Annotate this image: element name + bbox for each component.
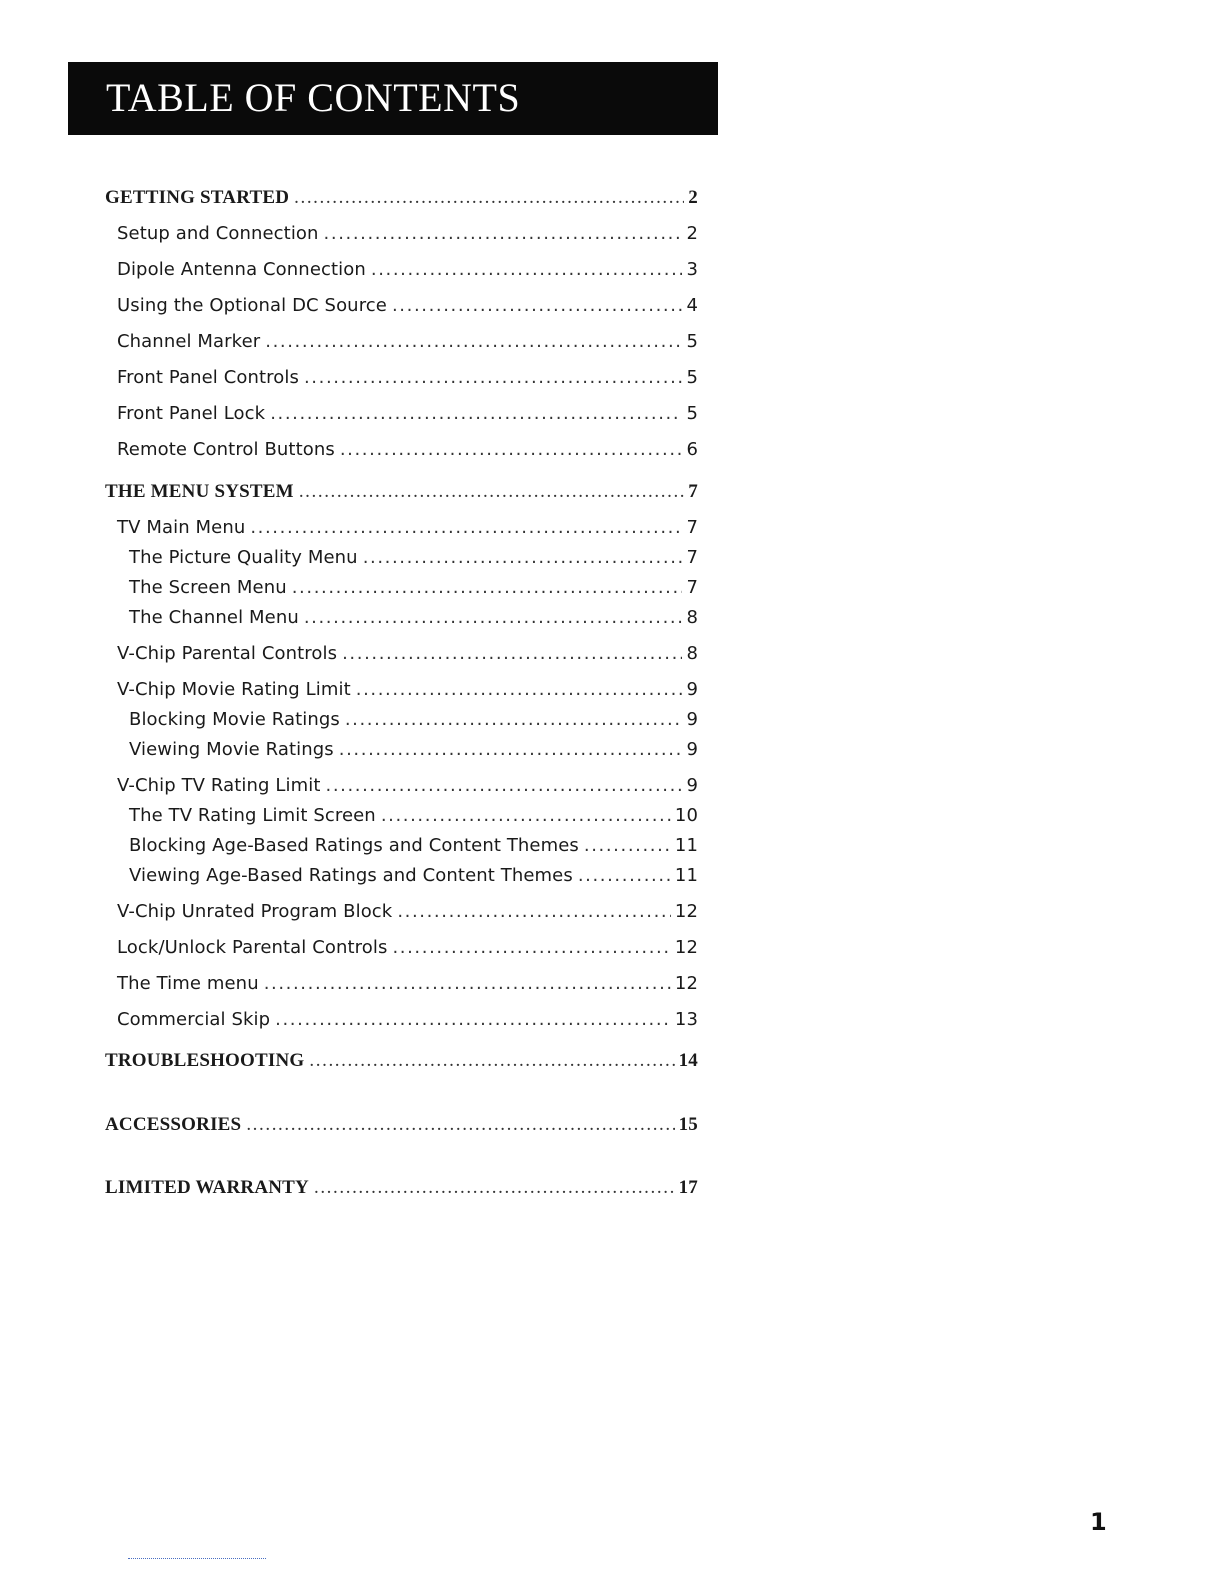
toc-entry-using-optional-dc-source[interactable] [117,295,698,321]
dot-leader [339,739,683,760]
toc-entry-label: The Channel Menu [129,607,299,628]
footer-rule [128,1558,266,1559]
toc-entry-label: Channel Marker [117,331,261,352]
dot-leader [309,1050,674,1072]
toc-entry-page: 2 [688,187,698,208]
toc-entry-label: V-Chip Movie Rating Limit [117,679,351,700]
dot-leader [264,973,671,994]
toc-entry-page: 3 [686,259,698,280]
toc-entry-page: 9 [686,709,698,730]
dot-leader [397,901,671,922]
toc-entry-page: 8 [686,643,698,664]
toc-entry-label: Dipole Antenna Connection [117,259,366,280]
dot-leader [265,331,682,352]
dot-leader [326,775,683,796]
toc-entry-label: LIMITED WARRANTY [105,1177,309,1198]
toc-entry-page: 5 [686,367,698,388]
dot-leader [324,223,683,244]
toc-entry-page: 9 [686,679,698,700]
toc-entry-the-menu-system[interactable] [105,481,698,507]
toc-entry-accessories[interactable] [105,1114,698,1140]
toc-entry-picture-quality-menu[interactable] [129,547,698,573]
toc-entry-limited-warranty[interactable] [105,1177,698,1203]
toc-entry-page: 8 [686,607,698,628]
toc-entry-page: 11 [674,835,698,856]
dot-leader [371,259,683,280]
toc-entry-page: 7 [686,517,698,538]
toc-entry-page: 4 [686,295,698,316]
toc-entry-label: Front Panel Controls [117,367,299,388]
toc-entry-lock-unlock-parental-controls[interactable] [117,937,698,963]
toc-entry-label: Front Panel Lock [117,403,266,424]
toc-entry-label: Commercial Skip [117,1009,271,1030]
dot-leader [381,805,671,826]
toc-entry-label: Viewing Age-Based Ratings and Content Themes [129,865,573,886]
toc-entry-vchip-unrated-program-block[interactable] [117,901,698,927]
toc-entry-vchip-parental-controls[interactable] [117,643,698,669]
toc-entry-label: Blocking Age-Based Ratings and Content Themes [129,835,579,856]
dot-leader [345,709,683,730]
dot-leader [340,439,683,460]
dot-leader [250,517,682,538]
toc-entry-blocking-age-based-ratings[interactable] [129,835,698,861]
dot-leader [578,865,671,886]
toc-entry-label: ACCESSORIES [105,1114,242,1135]
toc-entry-label: Viewing Movie Ratings [129,739,334,760]
toc-entry-page: 7 [686,577,698,598]
toc-entry-tv-main-menu[interactable] [117,517,698,543]
toc-entry-label: The Screen Menu [129,577,287,598]
dot-leader [299,481,684,503]
dot-leader [304,367,682,388]
toc-entry-vchip-movie-rating-limit[interactable] [117,679,698,705]
toc-entry-page: 9 [686,739,698,760]
toc-entry-page: 11 [674,865,698,886]
toc-entry-time-menu[interactable] [117,973,698,999]
toc-entry-label: The Time menu [117,973,259,994]
dot-leader [314,1177,675,1199]
toc-entry-label: V-Chip Unrated Program Block [117,901,393,922]
dot-leader [584,835,671,856]
dot-leader [356,679,683,700]
toc-entry-viewing-age-based-ratings[interactable] [129,865,698,891]
toc-entry-page: 17 [678,1177,698,1198]
dot-leader [246,1114,674,1136]
toc-entry-label: TROUBLESHOOTING [105,1050,305,1071]
dot-leader [292,577,683,598]
toc-entry-front-panel-lock[interactable] [117,403,698,429]
toc-entry-label: Setup and Connection [117,223,319,244]
toc-entry-tv-rating-limit-screen[interactable] [129,805,698,831]
page-title: TABLE OF CONTENTS [106,75,521,120]
toc-entry-label: Remote Control Buttons [117,439,335,460]
toc-entry-page: 12 [674,901,698,922]
toc-entry-page: 5 [686,331,698,352]
toc-entry-commercial-skip[interactable] [117,1009,698,1035]
toc-entry-label: THE MENU SYSTEM [105,481,294,502]
page-number: 1 [1090,1508,1107,1536]
toc-entry-page: 12 [674,937,698,958]
toc-entry-blocking-movie-ratings[interactable] [129,709,698,735]
dot-leader [294,187,684,209]
toc-entry-getting-started[interactable] [105,187,698,213]
toc-entry-label: V-Chip Parental Controls [117,643,338,664]
toc-entry-channel-menu[interactable] [129,607,698,633]
toc-entry-troubleshooting[interactable] [105,1050,698,1076]
toc-entry-page: 7 [688,481,698,502]
dot-leader [270,403,682,424]
toc-entry-label: The Picture Quality Menu [129,547,358,568]
toc-entry-page: 7 [686,547,698,568]
toc-entry-label: Lock/Unlock Parental Controls [117,937,388,958]
toc-entry-dipole-antenna-connection[interactable] [117,259,698,285]
toc-entry-label: The TV Rating Limit Screen [129,805,376,826]
toc-entry-page: 5 [686,403,698,424]
toc-entry-viewing-movie-ratings[interactable] [129,739,698,765]
toc-entry-screen-menu[interactable] [129,577,698,603]
toc-entry-page: 12 [674,973,698,994]
dot-leader [392,295,682,316]
toc-entry-label: Blocking Movie Ratings [129,709,340,730]
dot-leader [304,607,683,628]
toc-entry-setup-and-connection[interactable] [117,223,698,249]
toc-entry-remote-control-buttons[interactable] [117,439,698,465]
toc-entry-page: 15 [678,1114,698,1135]
toc-entry-page: 2 [686,223,698,244]
dot-leader [392,937,670,958]
toc-entry-label: Using the Optional DC Source [117,295,387,316]
toc-entry-page: 14 [678,1050,698,1071]
toc-entry-page: 6 [686,439,698,460]
toc-entry-label: GETTING STARTED [105,187,290,208]
toc-entry-label: V-Chip TV Rating Limit [117,775,321,796]
toc-entry-label: TV Main Menu [117,517,246,538]
dot-leader [363,547,683,568]
toc-entry-front-panel-controls[interactable] [117,367,698,393]
toc-entry-page: 9 [686,775,698,796]
toc-entry-channel-marker[interactable] [117,331,698,357]
toc-entry-vchip-tv-rating-limit[interactable] [117,775,698,801]
toc-entry-page: 13 [674,1009,698,1030]
dot-leader [275,1009,671,1030]
dot-leader [342,643,682,664]
toc-entry-page: 10 [674,805,698,826]
